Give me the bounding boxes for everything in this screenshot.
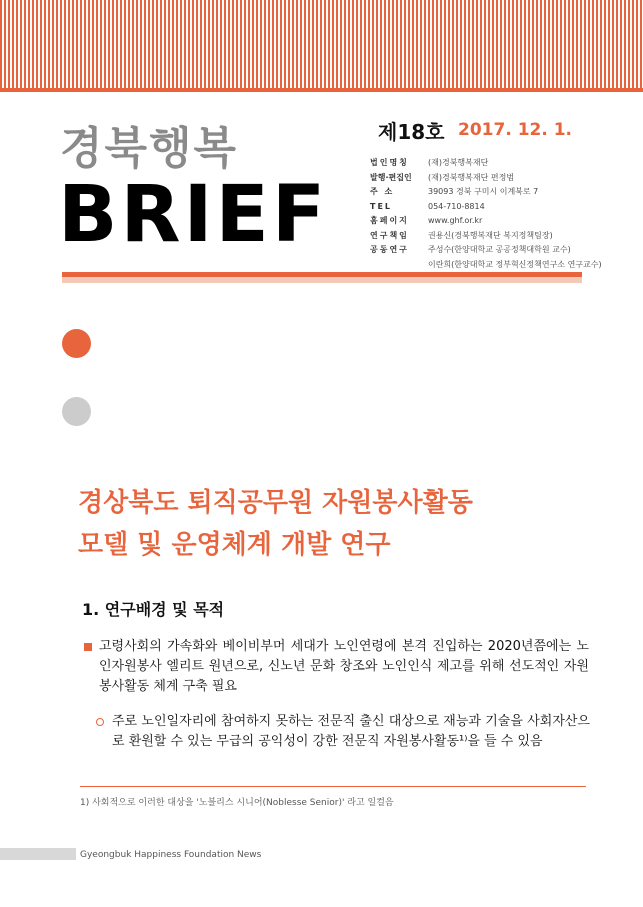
brand-english: BRIEF	[58, 170, 329, 260]
footnote: 1) 사회적으로 이러한 대상을 '노블리스 시니어(Noblesse Senior)' 라고 일컬음	[80, 798, 394, 808]
meta-row	[370, 229, 602, 244]
meta-key: 연구책임	[370, 230, 409, 240]
title-line-2: 모델 및 운영체계 개발 연구	[78, 530, 391, 560]
meta-value: 주성수(한양대학교 공공정책대학원 교수)	[428, 245, 571, 254]
header-stripes	[0, 0, 643, 88]
document-title	[78, 482, 473, 566]
meta-value: www.ghf.or.kr	[428, 216, 483, 225]
gray-circle-decoration	[62, 397, 91, 426]
sub-point-text: 주로 노인일자리에 참여하지 못하는 전문직 출신 대상으로 재능과 기술을 사회자산으로 환원할 수 있는 무급의 공익성이 강한 전문직 자원봉사활동¹⁾을 들 수 있음	[112, 714, 590, 749]
circle-bullet-icon	[96, 718, 104, 726]
meta-value: (재)경북행복재단 편정범	[428, 172, 515, 182]
meta-row	[370, 185, 602, 200]
meta-key: 법인명칭	[370, 158, 409, 167]
meta-value: 39093 경북 구미시 이계북로 7	[428, 187, 539, 196]
meta-row	[370, 243, 602, 258]
meta-value: 054-710-8814	[428, 201, 485, 211]
orange-circle-decoration	[62, 329, 91, 358]
meta-key: 홈페이지	[370, 216, 409, 225]
footer-text: Gyeongbuk Happiness Foundation News	[80, 850, 262, 860]
issue-number: 제18호	[378, 120, 445, 144]
meta-row	[370, 258, 602, 273]
footnote-divider	[80, 786, 586, 787]
meta-row	[370, 214, 602, 229]
meta-row	[370, 171, 602, 186]
header-stripe-base	[0, 88, 643, 92]
meta-value: (재)경북행복재단	[428, 158, 489, 167]
meta-value: 이란희(한양대학교 정부혁신정책연구소 연구교수)	[428, 259, 602, 269]
meta-value: 권용신(경북행복재단 복지정책팀장)	[428, 230, 553, 240]
header-divider-light	[62, 277, 582, 283]
brand-korean: 경북행복	[60, 123, 239, 174]
meta-key: 공동연구	[370, 245, 409, 254]
footer-bar	[0, 848, 76, 860]
paragraph-text: 고령사회의 가속화와 베이비부머 세대가 노인연령에 본격 진입하는 2020년쯤에는 노인자원봉사 엘리트 원년으로, 신노년 문화 창조와 노인인식 제고를 위해 선도적인 자원봉사활동 체계 구축 필요	[99, 639, 589, 694]
meta-key: TEL	[370, 201, 393, 211]
meta-key	[370, 258, 428, 273]
title-line-1: 경상북도 퇴직공무원 자원봉사활동	[78, 488, 473, 518]
meta-row	[370, 200, 602, 215]
publication-meta	[370, 156, 602, 272]
meta-row	[370, 156, 602, 171]
issue-date: 2017. 12. 1.	[458, 120, 573, 140]
section-heading: 1. 연구배경 및 목적	[82, 600, 225, 619]
square-bullet-icon	[84, 643, 92, 651]
meta-key: 발행·편집인	[370, 172, 412, 182]
meta-key: 주 소	[370, 187, 395, 196]
